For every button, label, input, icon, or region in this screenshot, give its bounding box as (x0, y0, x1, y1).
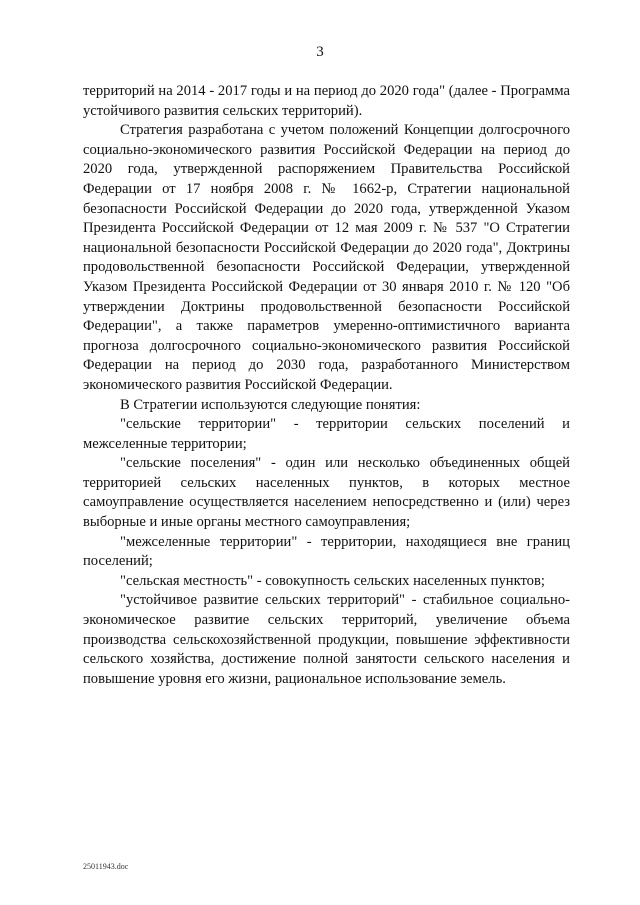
document-body (83, 82, 570, 689)
definition-rural-territories: "сельские территории" - территории сельских поселений и межселенные территории; (83, 416, 570, 452)
definition-inter-settlement-territories: "межселенные территории" - территории, находящиеся вне границ поселений; (83, 533, 570, 570)
paragraph-strategy-basis: Стратегия разработана с учетом положений Концепции долгосрочного социально-экономического развития Российской Федерации на период до 2020 года, утвержденной распоряжением Правительства Российской Федерации от 17 ноября 2008 г. № 1662-р, Стратегии национальной безопасности Российской Федерации до 2020 года, утвержденной Указом Президента Российской Федерации от 12 мая 2009 г. № 537 "О Стратегии национальной безопасности Российской Федерации до 2020 года", Доктрины продовольственной безопасности Российской Федерации, утвержденной Указом Президента Российской Федерации от 30 января 2010 г. № 120 "Об утверждении Доктрины продовольственной безопасности Российской Федерации", а также параметров умеренно-оптимистичного варианта прогноза долгосрочного социально-экономического развития Российской Федерации на период до 2030 года, разработанного Министерством экономического развития Российской Федерации. (83, 122, 570, 393)
definition-sustainable-development: "устойчивое развитие сельских территорий" - стабильное социально-экономическое развитие сельских территорий, увеличение объема производства сельскохозяйственной продукции, повышение эффективности сельского хозяйства, достижение полной занятости сельского населения и повышение уровня его жизни, рациональное использование земель. (83, 592, 570, 687)
definition-rural-settlements: "сельские поселения" - один или несколько объединенных общей территорией сельских населенных пунктов, в которых местное самоуправление осуществляется населением непосредственно и (или) через выборные и иные органы местного самоуправления; (83, 455, 570, 531)
paragraph-concepts-intro: В Стратегии используются следующие понятия: (120, 396, 421, 413)
page-number: 3 (316, 44, 324, 60)
definition-rural-area: "сельская местность" - совокупность сельских населенных пунктов; (120, 572, 545, 589)
paragraph-program-continuation: территорий на 2014 - 2017 годы и на период до 2020 года" (далее - Программа устойчивого развития сельских территорий). (83, 83, 570, 119)
document-file-code: 25011943.doc (83, 862, 129, 871)
